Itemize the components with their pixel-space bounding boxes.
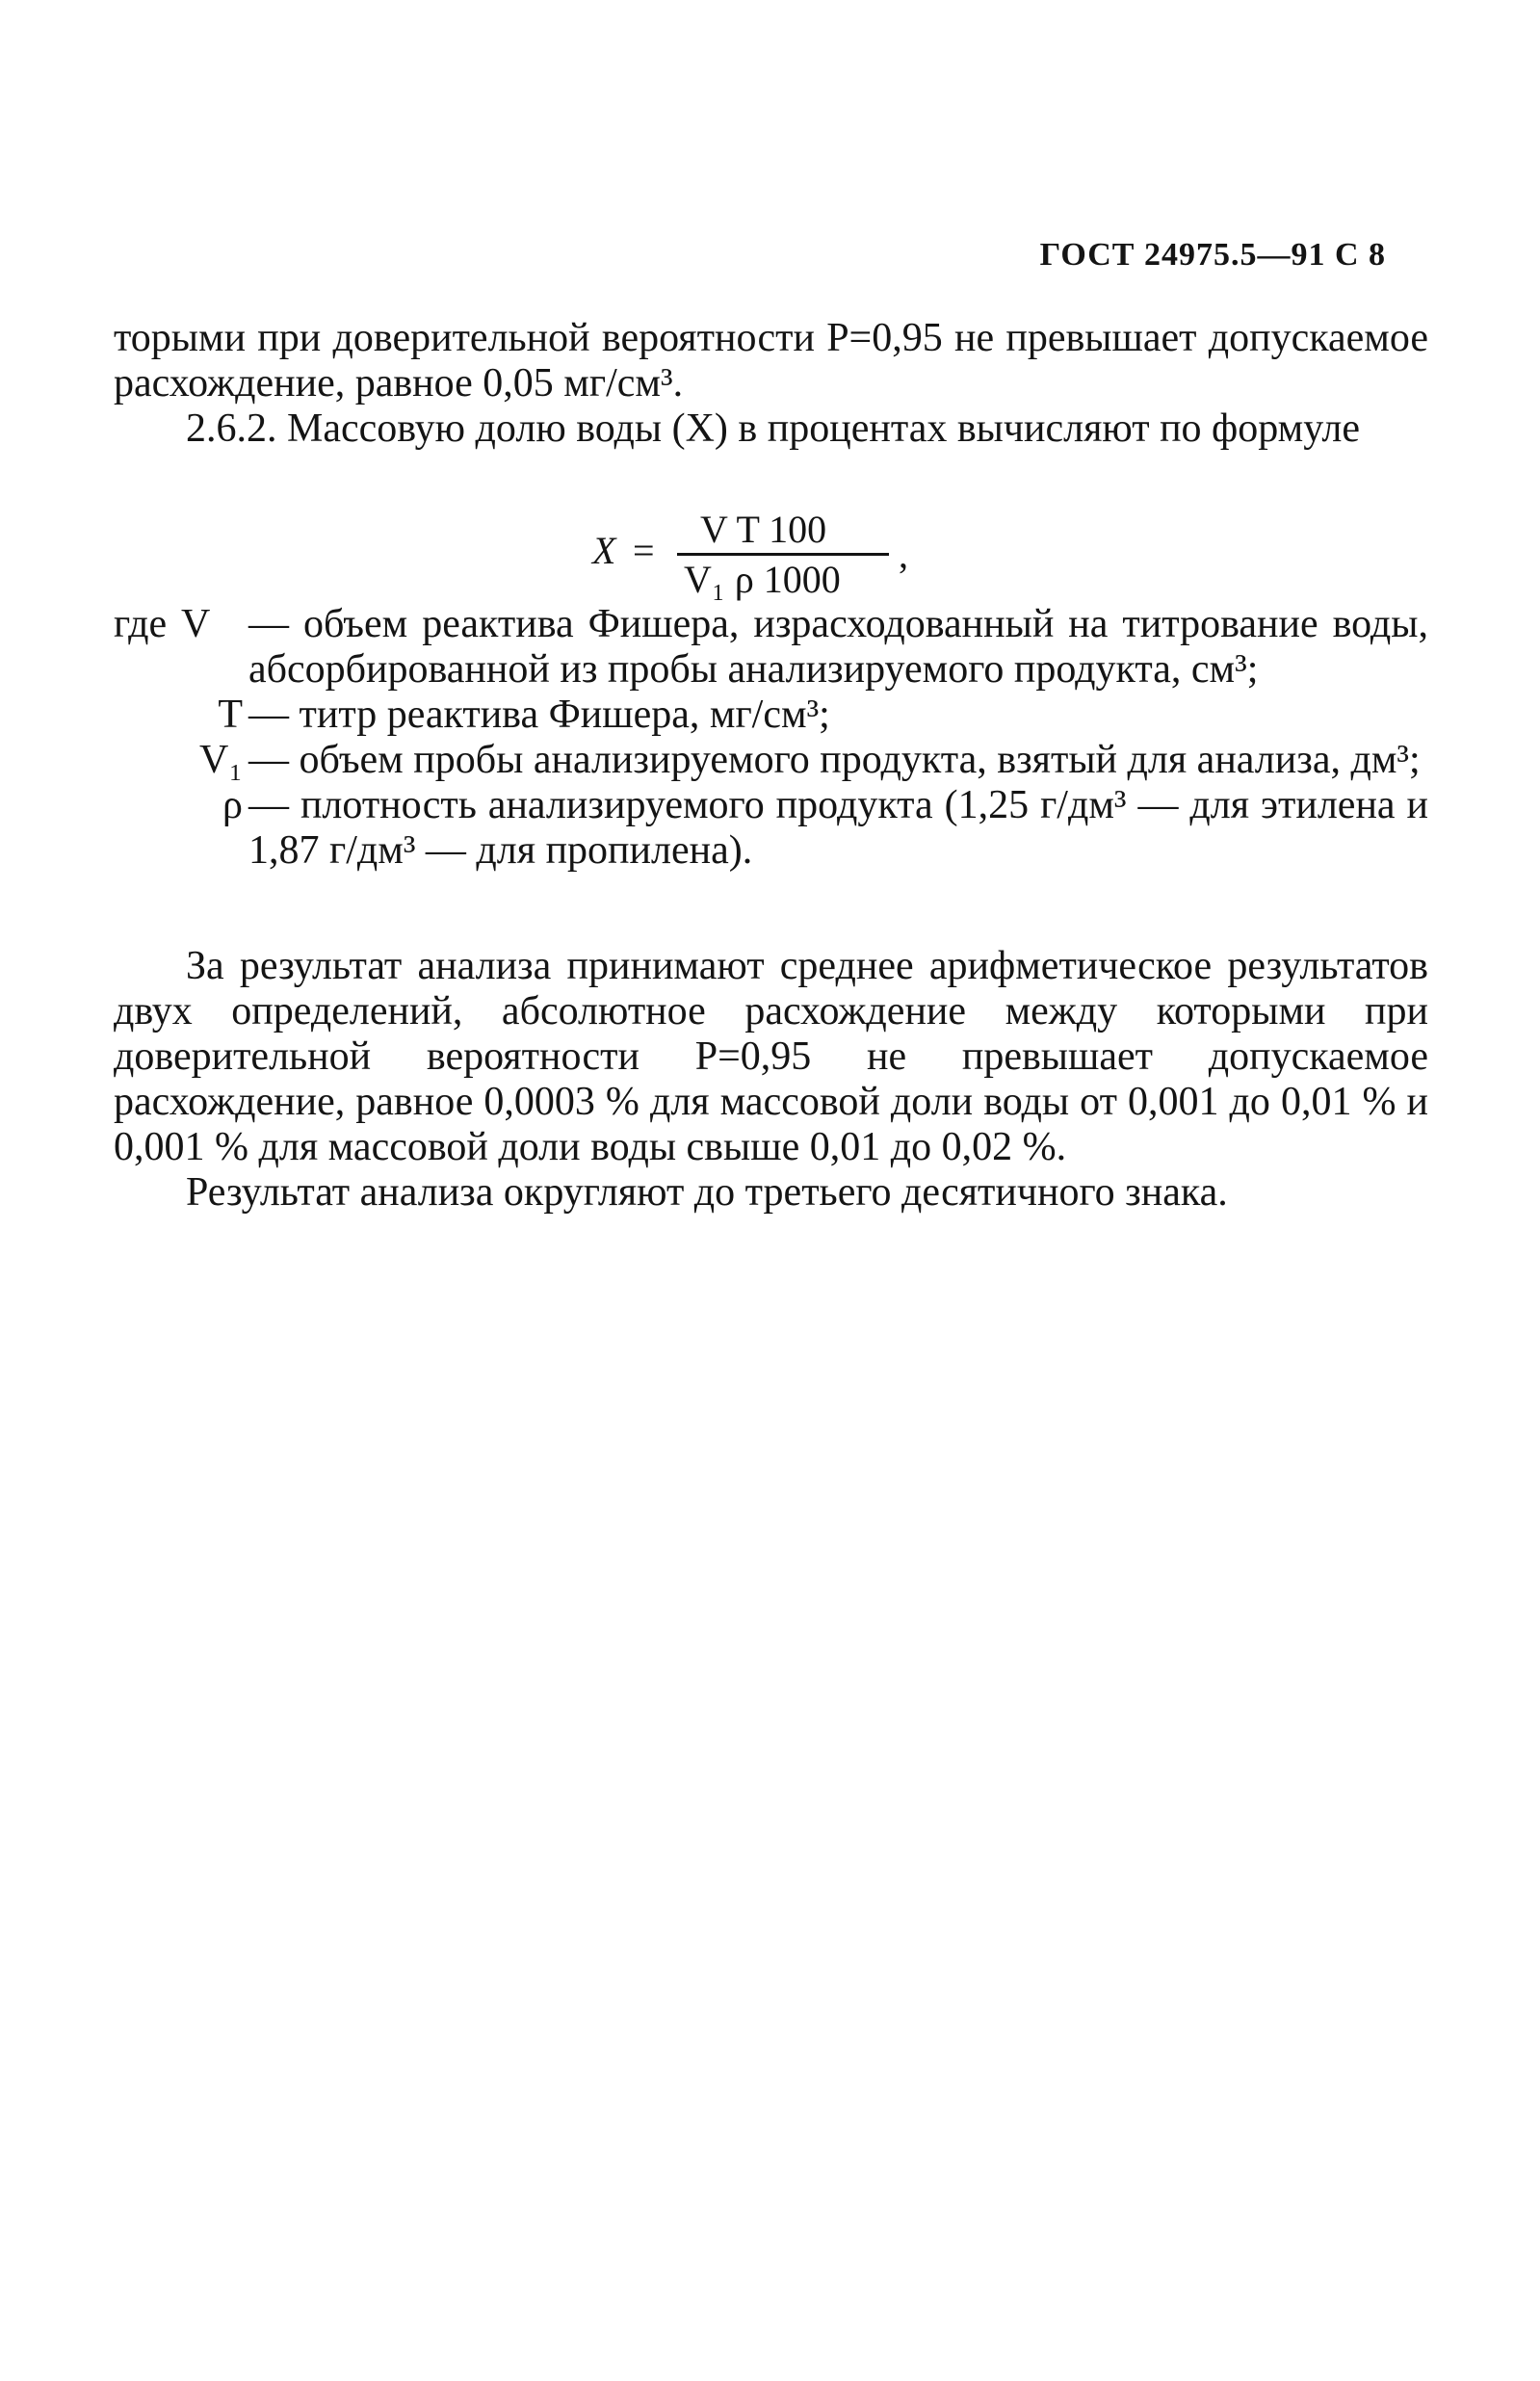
fraction-bar: [677, 553, 889, 556]
text-block-bottom: [114, 944, 1428, 1216]
definition-symbol: V₁: [199, 738, 243, 782]
formula-lhs: X: [592, 529, 616, 572]
formula: [592, 507, 958, 603]
section-2-6-2: 2.6.2. Массовую долю воды (X) в процентах вычисляют по формуле: [186, 406, 1360, 451]
where-label: где: [114, 602, 168, 646]
formula-comma: ,: [899, 533, 908, 576]
definition-symbol: ρ: [222, 783, 243, 827]
formula-equals: =: [633, 529, 655, 572]
definition-item: [114, 783, 1428, 874]
definition-item: [114, 602, 1428, 693]
formula-denominator: V₁ ρ 1000: [684, 558, 841, 601]
rounding-paragraph: Результат анализа округляют до третьего десятичного знака.: [186, 1170, 1228, 1215]
definition-text: — титр реактива Фишера, мг/см³;: [248, 693, 830, 737]
definition-text: — объем пробы анализируемого продукта, взятый для анализа, дм³;: [248, 738, 1421, 782]
paragraph-continuation: торыми при доверительной вероятности P=0,95 не превышает допускаемое расхождение, равное 0,05 мг/см³.: [114, 316, 1428, 406]
definition-text: — плотность анализируемого продукта (1,25 г/дм³ — для этилена и 1,87 г/дм³ — для пропилена).: [248, 783, 1428, 873]
result-paragraph: За результат анализа принимают среднее арифметическое результатов двух определений, абсолютное расхождение между которыми при доверительной вероятности P=0,95 не превышает допускаемое расхождение, равное 0,0003 % для массовой доли воды от 0,001 до 0,01 % и 0,001 % для массовой доли воды свыше 0,01 до 0,02 %.: [114, 944, 1428, 1169]
text-block-top: [114, 316, 1428, 452]
definition-item: [114, 693, 1428, 738]
formula-numerator: V T 100: [700, 508, 827, 551]
definition-symbol: V: [181, 602, 211, 646]
definition-text: — объем реактива Фишера, израсходованный на титрование воды, абсорбированной из пробы анализируемого продукта, см³;: [248, 602, 1428, 692]
page-header: ГОСТ 24975.5—91 С 8: [1039, 237, 1386, 273]
definition-item: [114, 738, 1428, 783]
definition-symbol: T: [218, 693, 243, 737]
definitions-list: [114, 602, 1428, 874]
